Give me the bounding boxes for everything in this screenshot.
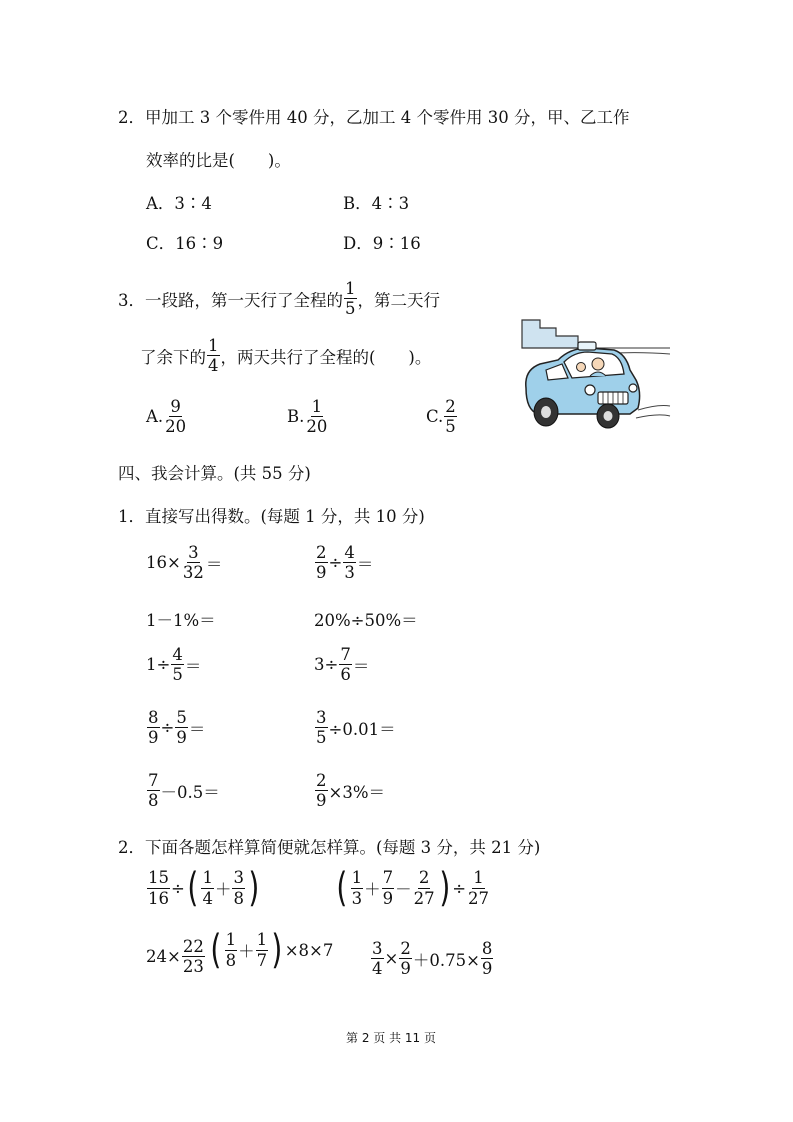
- q2-option-a: A．3∶4: [146, 194, 212, 213]
- q3-line2: [140, 337, 431, 375]
- part1-expr-10: $\frac{2}{9}$ ×3%＝: [316, 771, 386, 811]
- q2-line2: 效率的比是( )。: [146, 151, 291, 170]
- part1-expr-8: $\frac{3}{5}$ ÷0.01＝: [316, 708, 396, 748]
- q3-line1: [118, 280, 440, 318]
- q2-number: 2．: [118, 108, 145, 127]
- section4-title: 四、我会计算。(共 55 分): [118, 464, 311, 483]
- q2-line1: [118, 104, 629, 128]
- q3-option-b: B. $\frac{1}{20}$: [287, 397, 328, 437]
- q2-option-c: C．16∶9: [146, 234, 224, 253]
- part1-expr-2: $\frac{2}{9}$ ÷ $\frac{4}{3}$ ＝: [316, 543, 374, 583]
- q3-text-d: ，两天共行了全程的( )。: [220, 347, 432, 367]
- q3-text-c: 了余下的: [140, 347, 206, 367]
- part1-title: 1．直接写出得数。(每题 1 分，共 10 分): [118, 507, 425, 526]
- part2-problem-3: 24× $\frac{22}{23}$: [146, 937, 204, 977]
- part1-expr-1: 16× $\frac{3}{32}$ ＝: [146, 543, 223, 583]
- part2-problem-4: ( $\frac{1}{8}$ ＋ $\frac{1}{7}$ ) ×8×7: [210, 927, 334, 973]
- q3-text-a: 一段路，第一天行了全程的: [145, 290, 343, 310]
- part2-problem-1: $\frac{15}{16}$ ÷ ( $\frac{1}{4}$ ＋ $\frac{3}{8}$ ): [148, 865, 260, 911]
- part1-expr-7: $\frac{8}{9}$ ÷ $\frac{5}{9}$ ＝: [148, 708, 206, 748]
- part2-problem-2: ( $\frac{1}{3}$ ＋ $\frac{7}{9}$ － $\frac{2}{27}$ ) ÷ $\frac{1}{27}$: [336, 865, 490, 911]
- q3-number: 3．: [118, 290, 145, 310]
- q2-option-b: B．4∶3: [343, 194, 410, 213]
- part1-expr-4: 20%÷50%＝: [314, 611, 418, 630]
- part1-expr-9: $\frac{7}{8}$ －0.5＝: [148, 771, 220, 811]
- q3-frac-one-fifth: $\frac{1}{5}$: [345, 279, 356, 319]
- q3-text-b: ，第二天行: [357, 290, 440, 310]
- part1-expr-6: 3÷ $\frac{7}{6}$ ＝: [314, 645, 370, 685]
- part1-expr-3: 1－1%＝: [146, 611, 216, 630]
- q2-option-d: D．9∶16: [343, 234, 421, 253]
- q3-option-c: C. $\frac{2}{5}$: [426, 397, 456, 437]
- q3-frac-one-fourth: $\frac{1}{4}$: [208, 336, 219, 376]
- page-footer: 第 2 页 共 11 页: [346, 1031, 436, 1045]
- part1-expr-5: 1÷ $\frac{4}{5}$ ＝: [146, 645, 202, 685]
- part2-title: 2．下面各题怎样算简便就怎样算。(每题 3 分，共 21 分): [118, 838, 541, 857]
- part2-problem-5: $\frac{3}{4}$ × $\frac{2}{9}$ ＋0.75× $\frac{8}{9}$: [372, 939, 493, 979]
- q2-text: 甲加工 3 个零件用 40 分，乙加工 4 个零件用 30 分，甲、乙工作: [145, 108, 630, 127]
- taxi-car-illustration: [518, 318, 673, 438]
- q3-option-a: A. $\frac{9}{20}$: [146, 397, 187, 437]
